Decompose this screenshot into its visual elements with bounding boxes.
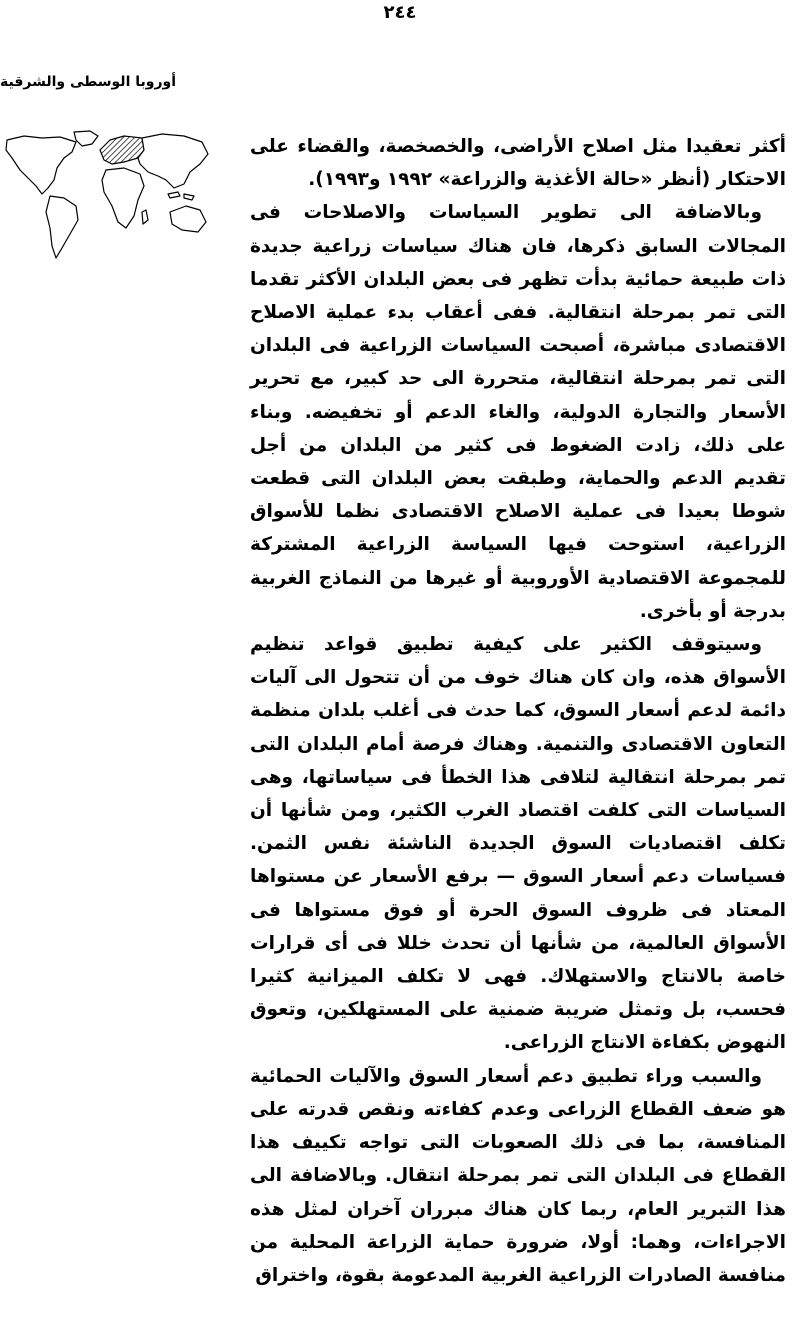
paragraph: وسيتوقف الكثير على كيفية تطبيق قواعد تنظيم الأسواق هذه، وان كان هناك خوف من أن تتحول الى آليات دائمة لدعم أسعار السوق، كما حدث فى أغلب بلدان منظمة التعاون الاقتصادى والتنمية. وهناك فرصة أمام البلدان التى تمر بمرحلة انتقالية لتلافى هذا الخطأ فى سياساتها، وهى السياسات التى كلفت اقتصاد الغرب الكثير، ومن شأنها أن تكلف اقتصاديات السوق الجديدة الناشئة نفس الثمن. فسياسات دعم أسعار السوق — برفع الأسعار عن مستواها المعتاد فى ظروف السوق الحرة أو فوق مستواها فى الأسواق العالمية، من شأنها أن تحدث خللا فى أى قرارات خاصة بالانتاج والاستهلاك. فهى لا تكلف الميزانية كثيرا فحسب، بل وتمثل ضريبة ضمنية على المستهلكين، وتعوق النهوض بكفاءة الانتاج الزراعى.	[250, 634, 786, 1054]
page-number: ٢٤٤	[383, 2, 417, 23]
paragraph: وبالاضافة الى تطوير السياسات والاصلاحات فى المجالات السابق ذكرها، فان هناك سياسات زراعية جديدة ذات طبيعة حمائية بدأت تظهر فى بعض البلدان الأكثر تقدما التى تمر بمرحلة انتقالية. ففى أعقاب بدء عملية الاصلاح الاقتصادى مباشرة، أصبحت السياسات الزراعية فى البلدان التى تمر بمرحلة انتقالية، متحررة الى حد كبير، مع تحرير الأسعار والتجارة الدولية، والغاء الدعم أو تخفيضه. وبناء على ذلك، زادت الضغوط فى كثير من البلدان من أجل تقديم الدعم والحماية، وطبقت بعض البلدان التى قطعت شوطا بعيدا فى عملية الاصلاح الاقتصادى نظما للأسواق الزراعية، استوحت فيها السياسة الزراعية المشتركة للمجموعة الاقتصادية الأوروبية أو غيرها من النماذج الغربية بدرجة أو بأخرى.	[250, 202, 786, 622]
paragraph: والسبب وراء تطبيق دعم أسعار السوق والآليات الحمائية هو ضعف القطاع الزراعى وعدم كفاءته ونقص قدرته على المنافسة، بما فى ذلك الصعوبات التى تواجه تكييف هذا القطاع فى البلدان التى تمر بمرحلة انتقال. وبالاضافة الى هذا التبرير العام، ربما كان هناك مبرران آخران لمثل هذه الاجراءات، وهما: أولا، ضرورة حماية الزراعة المحلية من منافسة الصادرات الزراعية الغربية المدعومة بقوة، واختراق	[250, 1065, 786, 1286]
world-map-icon	[2, 128, 212, 263]
body-text	[250, 130, 786, 1292]
paragraph: أكثر تعقيدا مثل اصلاح الأراضى، والخصخصة، والقضاء على الاحتكار (أنظر «حالة الأغذية والزراعة» ١٩٩٢ و١٩٩٣).	[250, 136, 786, 191]
section-title: أوروبا الوسطى والشرقية	[0, 74, 177, 90]
